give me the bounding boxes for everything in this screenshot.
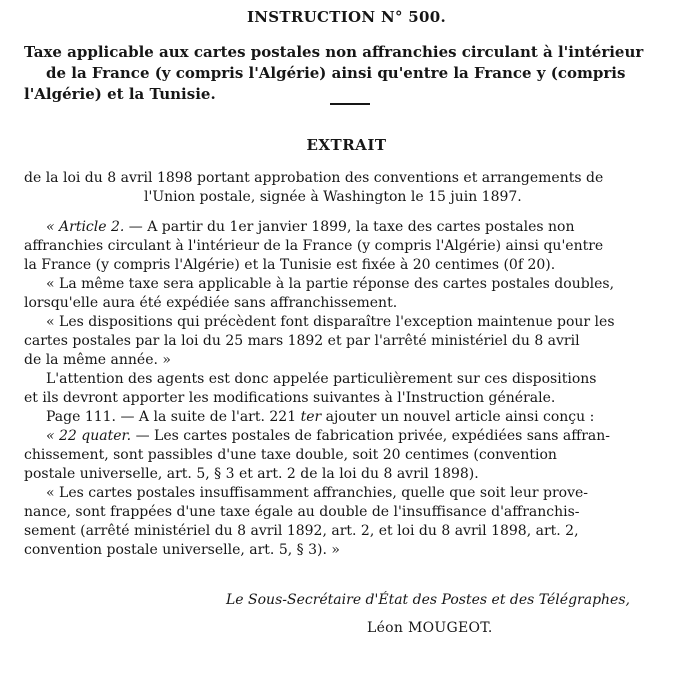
law-intro-line: l'Union postale, signée à Washington le 15 juin 1897. (144, 189, 522, 205)
document-body (24, 218, 688, 560)
article-quater-line: postale universelle, art. 5, § 3 et art. 2 de la loi du 8 avril 1898). (24, 466, 479, 482)
article-quater-label: « 22 quater. (46, 428, 132, 444)
page-reference-text: — A la suite de l'art. 221 (116, 409, 301, 425)
paragraph-reponse-line: « La même taxe sera applicable à la partie réponse des cartes postales doubles, (46, 276, 615, 292)
article-quater-line (24, 427, 688, 446)
page-reference-line (24, 408, 688, 427)
paragraph-reponse-line: lorsqu'elle aura été expédiée sans affranchissement. (24, 295, 398, 311)
article-2-text: — A partir du 1er janvier 1899, la taxe des cartes postales non (124, 219, 575, 235)
paragraph-dispositions-line: cartes postales par la loi du 25 mars 1892 et par l'arrêté ministériel du 8 avril (24, 333, 580, 349)
article-2-label: « Article 2. (46, 219, 125, 235)
signature-name: Léon MOUGEOT. (367, 620, 493, 636)
paragraph-dispositions-line: de la même année. » (24, 352, 171, 368)
page-reference-text-end: ajouter un nouvel article ainsi conçu : (321, 409, 595, 425)
article-2-line (24, 218, 688, 237)
subtitle (24, 42, 684, 105)
paragraph-dispositions-line: « Les dispositions qui précèdent font disparaître l'exception maintenue pour les (46, 314, 615, 330)
law-intro (24, 169, 688, 207)
page-reference-label: Page 111. (46, 409, 117, 425)
paragraph-insuffisance-line: « Les cartes postales insuffisamment affranchies, quelle que soit leur prove- (46, 485, 589, 501)
article-quater-text: — Les cartes postales de fabrication privée, expédiées sans affran- (131, 428, 611, 444)
page-reference-ter: ter (300, 409, 322, 425)
article-2-line: la France (y compris l'Algérie) et la Tunisie est fixée à 20 centimes (0f 20). (24, 257, 556, 273)
paragraph-insuffisance-line: convention postale universelle, art. 5, § 3). » (24, 542, 340, 558)
signature-office: Le Sous-Secrétaire d'État des Postes et des Télégraphes, (226, 592, 630, 608)
subtitle-line: l'Algérie) et la Tunisie. (24, 85, 216, 103)
instruction-heading: INSTRUCTION N° 500. (246, 8, 447, 26)
extrait-title: EXTRAIT (306, 136, 387, 154)
law-intro-line: de la loi du 8 avril 1898 portant approbation des conventions et arrangements de (24, 170, 604, 186)
separator-rule (330, 103, 370, 105)
subtitle-line: Taxe applicable aux cartes postales non affranchies circulant à l'intérieur (24, 43, 644, 61)
article-quater-line: chissement, sont passibles d'une taxe double, soit 20 centimes (convention (24, 447, 557, 463)
paragraph-insuffisance-line: sement (arrêté ministériel du 8 avril 1892, art. 2, et loi du 8 avril 1898, art. 2, (24, 523, 579, 539)
paragraph-attention-line: L'attention des agents est donc appelée particulièrement sur ces dispositions (46, 371, 597, 387)
paragraph-attention-line: et ils devront apporter les modifications suivantes à l'Instruction générale. (24, 390, 556, 406)
subtitle-line: de la France (y compris l'Algérie) ainsi qu'entre la France y (compris (46, 64, 626, 82)
paragraph-insuffisance-line: nance, sont frappées d'une taxe égale au double de l'insuffisance d'affranchis- (24, 504, 580, 520)
article-2-line: affranchies circulant à l'intérieur de la France (y compris l'Algérie) ainsi qu'entre (24, 238, 604, 254)
